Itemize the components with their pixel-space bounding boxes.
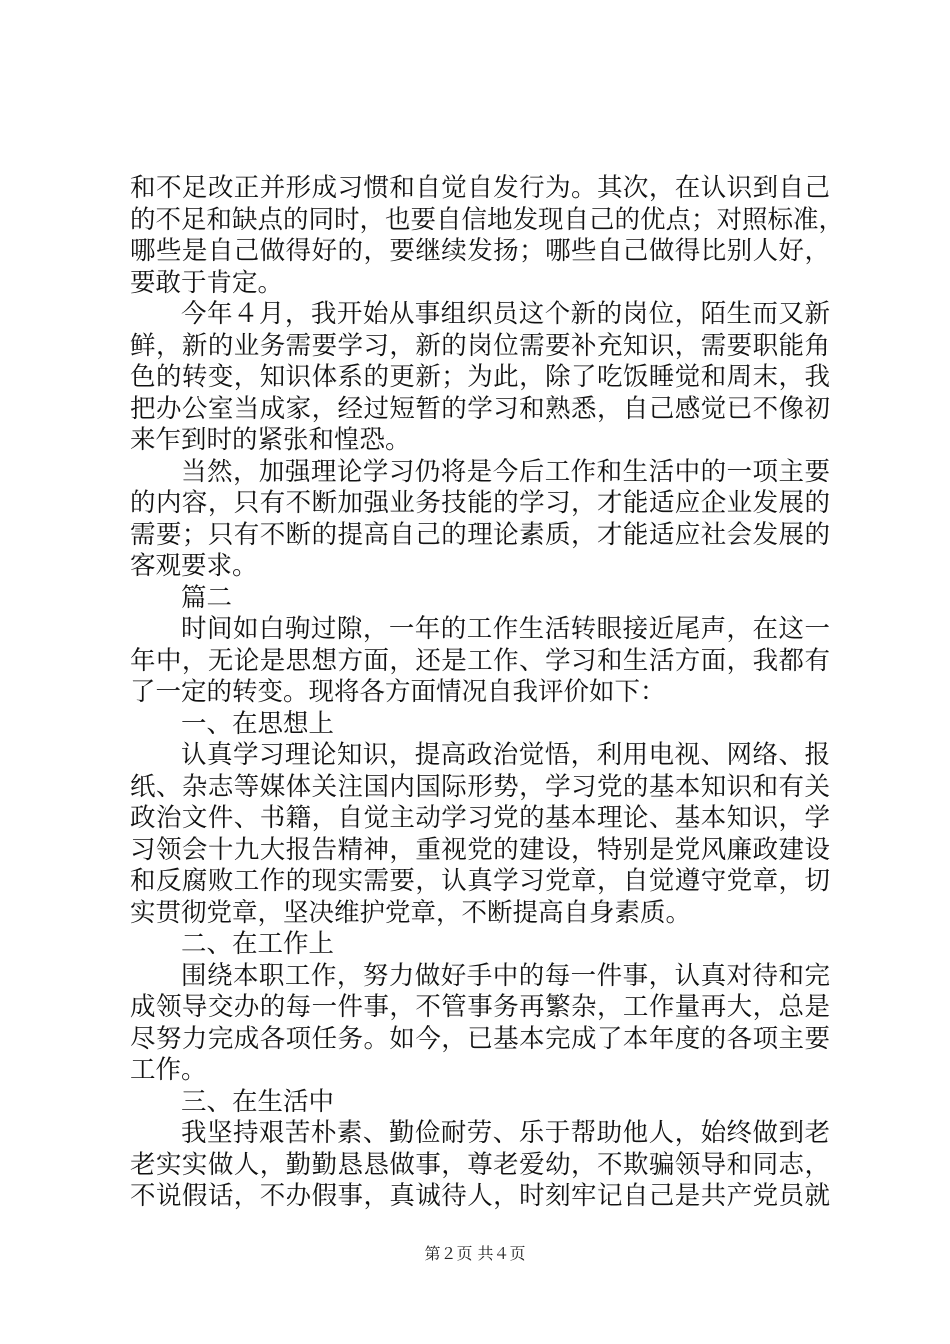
text-line: 需要；只有不断的提高自己的理论素质，才能适应社会发展的 [130, 519, 830, 550]
text-line: 的内容，只有不断加强业务技能的学习，才能适应企业发展的 [130, 488, 830, 518]
text-line: 和反腐败工作的现实需要，认真学习党章，自觉遵守党章，切 [130, 866, 830, 896]
text-line: 了一定的转变。现将各方面情况自我评价如下： [130, 677, 666, 707]
text-line: 成领导交办的每一件事，不管事务再繁杂，工作量再大，总是 [130, 992, 830, 1022]
text-line: 政治文件、书籍，自觉主动学习党的基本理论、基本知识，学 [130, 803, 830, 833]
text-line: 时间如白驹过隙，一年的工作生活转眼接近尾声，在这一 [181, 614, 830, 644]
text-line: 一、在思想上 [181, 708, 335, 739]
text-line: 认真学习理论知识，提高政治觉悟，利用电视、网络、报 [181, 740, 830, 770]
text-line: 老实实做人，勤勤恳恳做事，尊老爱幼，不欺骗领导和同志， [130, 1149, 830, 1180]
text-line: 客观要求。 [130, 551, 258, 581]
text-line: 纸、杂志等媒体关注国内国际形势，学习党的基本知识和有关 [130, 771, 830, 802]
text-line: 鲜，新的业务需要学习，新的岗位需要补充知识，需要职能角 [130, 330, 830, 361]
text-line: 我坚持艰苦朴素、勤俭耐劳、乐于帮助他人，始终做到老 [181, 1118, 830, 1148]
text-line: 习领会十九大报告精神，重视党的建设，特别是党风廉政建设 [130, 834, 830, 865]
text-line: 不说假话，不办假事，真诚待人，时刻牢记自己是共产党员就 [130, 1181, 830, 1211]
text-line: 来乍到时的紧张和惶恐。 [130, 425, 411, 455]
text-line: 把办公室当成家，经过短暂的学习和熟悉，自己感觉已不像初 [130, 393, 830, 424]
text-line: 实贯彻党章，坚决维护党章，不断提高自身素质。 [130, 897, 692, 928]
text-line: 当然，加强理论学习仍将是今后工作和生活中的一项主要 [181, 456, 830, 487]
text-line: 工作。 [130, 1055, 207, 1085]
text-line: 和不足改正并形成习惯和自觉自发行为。其次，在认识到自己 [130, 173, 830, 203]
text-line: 尽努力完成各项任务。如今，已基本完成了本年度的各项主要 [130, 1023, 830, 1054]
document-body [130, 173, 845, 1213]
text-line: 二、在工作上 [181, 929, 335, 959]
text-line: 今年４月，我开始从事组织员这个新的岗位，陌生而又新 [181, 299, 830, 329]
text-line: 三、在生活中 [181, 1086, 335, 1117]
text-line: 哪些是自己做得好的，要继续发扬；哪些自己做得比别人好， [130, 236, 830, 266]
text-line: 围绕本职工作，努力做好手中的每一件事，认真对待和完 [181, 960, 830, 991]
text-line: 的不足和缺点的同时，也要自信地发现自己的优点；对照标准， [130, 204, 845, 235]
text-line: 色的转变，知识体系的更新；为此，除了吃饭睡觉和周末，我 [130, 362, 830, 392]
text-line: 要敢于肯定。 [130, 267, 284, 298]
text-line: 年中，无论是思想方面，还是工作、学习和生活方面，我都有 [130, 645, 830, 676]
text-line: 篇二 [181, 582, 233, 613]
page-footer: 第２页 共４页 [424, 1244, 526, 1263]
